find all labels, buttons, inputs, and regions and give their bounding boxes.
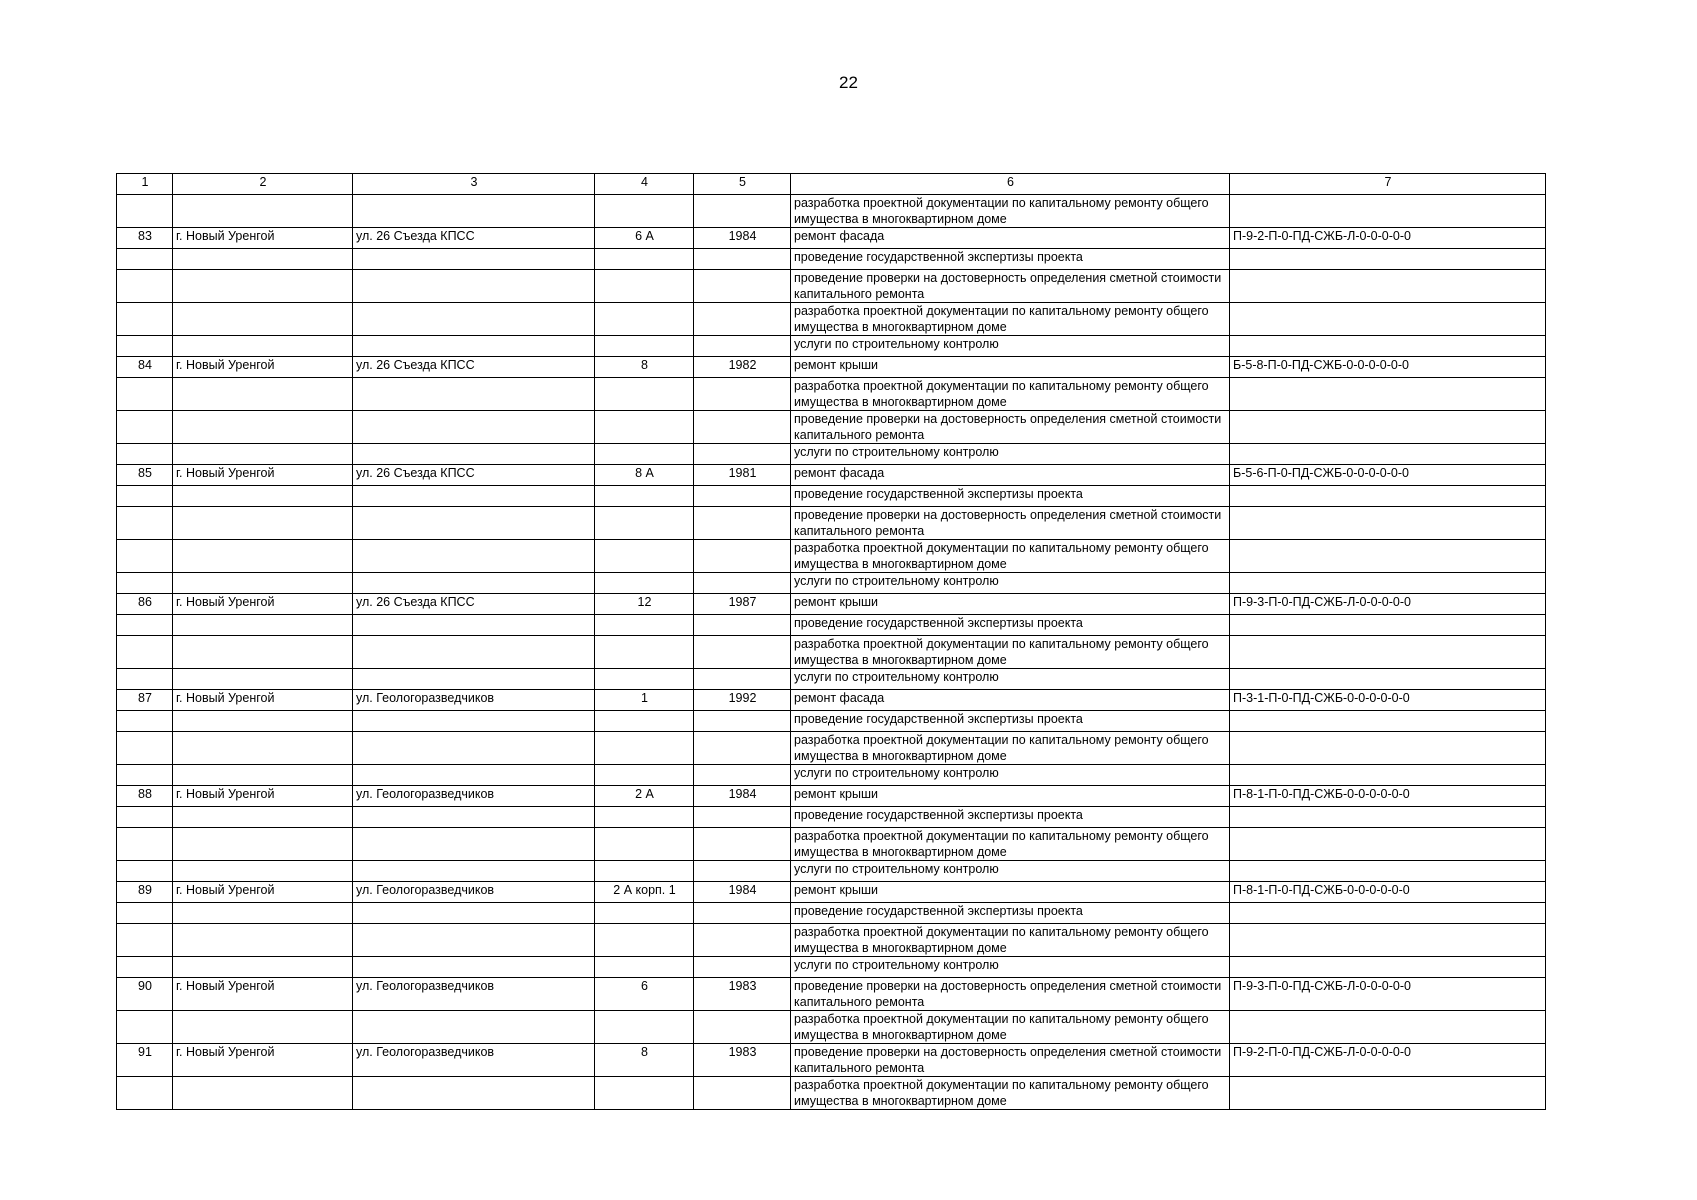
building-code-cell xyxy=(1230,636,1546,669)
building-code-cell xyxy=(1230,303,1546,336)
street-cell xyxy=(353,615,595,636)
row-number: 83 xyxy=(117,228,173,249)
table-row xyxy=(117,828,1546,861)
street-cell xyxy=(353,924,595,957)
header-col-6: 6 xyxy=(791,174,1230,195)
work-type-cell: разработка проектной документации по капитальному ремонту общего имущества в многоквартирном доме xyxy=(791,828,1230,861)
building-code-cell xyxy=(1230,573,1546,594)
year-built-cell xyxy=(694,669,791,690)
city-cell xyxy=(173,828,353,861)
row-number: 88 xyxy=(117,786,173,807)
house-number-cell xyxy=(595,507,694,540)
table-row xyxy=(117,336,1546,357)
header-col-4: 4 xyxy=(595,174,694,195)
street-cell xyxy=(353,336,595,357)
row-number xyxy=(117,711,173,732)
row-number xyxy=(117,828,173,861)
street-cell xyxy=(353,444,595,465)
work-type-cell: проведение государственной экспертизы проекта xyxy=(791,615,1230,636)
row-number xyxy=(117,861,173,882)
table-row xyxy=(117,1011,1546,1044)
year-built-cell: 1992 xyxy=(694,690,791,711)
year-built-cell: 1983 xyxy=(694,1044,791,1077)
table-row xyxy=(117,249,1546,270)
building-code-cell xyxy=(1230,807,1546,828)
street-cell: ул. Геологоразведчиков xyxy=(353,882,595,903)
city-cell xyxy=(173,444,353,465)
street-cell xyxy=(353,303,595,336)
year-built-cell: 1984 xyxy=(694,786,791,807)
house-number-cell: 1 xyxy=(595,690,694,711)
table-row xyxy=(117,303,1546,336)
table-row xyxy=(117,378,1546,411)
row-number: 86 xyxy=(117,594,173,615)
street-cell: ул. 26 Съезда КПСС xyxy=(353,357,595,378)
work-type-cell: услуги по строительному контролю xyxy=(791,669,1230,690)
row-number: 91 xyxy=(117,1044,173,1077)
house-number-cell xyxy=(595,636,694,669)
year-built-cell xyxy=(694,807,791,828)
building-code-cell xyxy=(1230,195,1546,228)
year-built-cell xyxy=(694,861,791,882)
street-cell xyxy=(353,765,595,786)
city-cell: г. Новый Уренгой xyxy=(173,1044,353,1077)
table-row xyxy=(117,732,1546,765)
city-cell: г. Новый Уренгой xyxy=(173,786,353,807)
work-type-cell: разработка проектной документации по капитальному ремонту общего имущества в многоквартирном доме xyxy=(791,636,1230,669)
house-number-cell xyxy=(595,303,694,336)
building-code-cell xyxy=(1230,957,1546,978)
city-cell xyxy=(173,711,353,732)
year-built-cell xyxy=(694,828,791,861)
work-type-cell: услуги по строительному контролю xyxy=(791,573,1230,594)
row-number xyxy=(117,1077,173,1110)
header-col-5: 5 xyxy=(694,174,791,195)
building-code-cell xyxy=(1230,1011,1546,1044)
city-cell xyxy=(173,540,353,573)
work-type-cell: проведение государственной экспертизы проекта xyxy=(791,807,1230,828)
row-number xyxy=(117,444,173,465)
row-number xyxy=(117,1011,173,1044)
work-type-cell: проведение проверки на достоверность определения сметной стоимости капитального ремонта xyxy=(791,1044,1230,1077)
building-code-cell xyxy=(1230,411,1546,444)
year-built-cell xyxy=(694,303,791,336)
building-code-cell xyxy=(1230,1077,1546,1110)
table-row xyxy=(117,1044,1546,1077)
house-number-cell xyxy=(595,711,694,732)
table-row xyxy=(117,594,1546,615)
city-cell xyxy=(173,957,353,978)
house-number-cell: 8 xyxy=(595,1044,694,1077)
street-cell: ул. Геологоразведчиков xyxy=(353,978,595,1011)
year-built-cell: 1983 xyxy=(694,978,791,1011)
work-type-cell: проведение проверки на достоверность определения сметной стоимости капитального ремонта xyxy=(791,507,1230,540)
table-row xyxy=(117,882,1546,903)
table-header-row xyxy=(117,174,1546,195)
street-cell xyxy=(353,828,595,861)
year-built-cell xyxy=(694,249,791,270)
city-cell: г. Новый Уренгой xyxy=(173,357,353,378)
building-code-cell xyxy=(1230,903,1546,924)
year-built-cell: 1984 xyxy=(694,882,791,903)
table-row xyxy=(117,957,1546,978)
house-number-cell xyxy=(595,1011,694,1044)
house-number-cell xyxy=(595,411,694,444)
repair-program-table xyxy=(116,173,1546,1110)
table-row xyxy=(117,615,1546,636)
work-type-cell: проведение государственной экспертизы проекта xyxy=(791,249,1230,270)
work-type-cell: проведение проверки на достоверность определения сметной стоимости капитального ремонта xyxy=(791,270,1230,303)
street-cell xyxy=(353,270,595,303)
year-built-cell xyxy=(694,573,791,594)
work-type-cell: разработка проектной документации по капитальному ремонту общего имущества в многоквартирном доме xyxy=(791,1077,1230,1110)
city-cell xyxy=(173,807,353,828)
year-built-cell xyxy=(694,195,791,228)
city-cell xyxy=(173,249,353,270)
year-built-cell xyxy=(694,903,791,924)
building-code-cell: П-9-2-П-0-ПД-СЖБ-Л-0-0-0-0-0 xyxy=(1230,1044,1546,1077)
street-cell: ул. Геологоразведчиков xyxy=(353,690,595,711)
street-cell: ул. Геологоразведчиков xyxy=(353,786,595,807)
building-code-cell xyxy=(1230,924,1546,957)
row-number: 89 xyxy=(117,882,173,903)
building-code-cell: Б-5-8-П-0-ПД-СЖБ-0-0-0-0-0-0 xyxy=(1230,357,1546,378)
work-type-cell: ремонт крыши xyxy=(791,594,1230,615)
work-type-cell: ремонт фасада xyxy=(791,690,1230,711)
building-code-cell xyxy=(1230,378,1546,411)
city-cell xyxy=(173,573,353,594)
street-cell xyxy=(353,411,595,444)
table-row xyxy=(117,270,1546,303)
city-cell xyxy=(173,636,353,669)
house-number-cell xyxy=(595,336,694,357)
city-cell xyxy=(173,732,353,765)
row-number xyxy=(117,303,173,336)
city-cell xyxy=(173,765,353,786)
street-cell xyxy=(353,861,595,882)
building-code-cell xyxy=(1230,669,1546,690)
year-built-cell xyxy=(694,507,791,540)
house-number-cell xyxy=(595,573,694,594)
row-number xyxy=(117,807,173,828)
house-number-cell xyxy=(595,195,694,228)
house-number-cell xyxy=(595,828,694,861)
table-row xyxy=(117,786,1546,807)
row-number xyxy=(117,732,173,765)
year-built-cell xyxy=(694,924,791,957)
house-number-cell xyxy=(595,669,694,690)
building-code-cell: П-3-1-П-0-ПД-СЖБ-0-0-0-0-0-0 xyxy=(1230,690,1546,711)
street-cell xyxy=(353,573,595,594)
street-cell xyxy=(353,903,595,924)
row-number xyxy=(117,378,173,411)
table-row xyxy=(117,711,1546,732)
table-row xyxy=(117,357,1546,378)
table-row xyxy=(117,636,1546,669)
house-number-cell xyxy=(595,957,694,978)
year-built-cell xyxy=(694,615,791,636)
work-type-cell: разработка проектной документации по капитальному ремонту общего имущества в многоквартирном доме xyxy=(791,195,1230,228)
table-row xyxy=(117,195,1546,228)
work-type-cell: проведение государственной экспертизы проекта xyxy=(791,711,1230,732)
table-body xyxy=(117,195,1546,1110)
row-number xyxy=(117,336,173,357)
house-number-cell: 12 xyxy=(595,594,694,615)
house-number-cell: 2 А xyxy=(595,786,694,807)
house-number-cell xyxy=(595,249,694,270)
house-number-cell: 6 А xyxy=(595,228,694,249)
work-type-cell: ремонт фасада xyxy=(791,465,1230,486)
building-code-cell xyxy=(1230,444,1546,465)
street-cell xyxy=(353,378,595,411)
street-cell xyxy=(353,669,595,690)
work-type-cell: проведение проверки на достоверность определения сметной стоимости капитального ремонта xyxy=(791,978,1230,1011)
work-type-cell: ремонт крыши xyxy=(791,357,1230,378)
work-type-cell: услуги по строительному контролю xyxy=(791,765,1230,786)
building-code-cell xyxy=(1230,861,1546,882)
city-cell xyxy=(173,303,353,336)
building-code-cell xyxy=(1230,486,1546,507)
year-built-cell: 1984 xyxy=(694,228,791,249)
building-code-cell: Б-5-6-П-0-ПД-СЖБ-0-0-0-0-0-0 xyxy=(1230,465,1546,486)
year-built-cell xyxy=(694,486,791,507)
street-cell xyxy=(353,486,595,507)
house-number-cell xyxy=(595,903,694,924)
work-type-cell: услуги по строительному контролю xyxy=(791,957,1230,978)
street-cell xyxy=(353,807,595,828)
row-number xyxy=(117,540,173,573)
table-row xyxy=(117,507,1546,540)
work-type-cell: услуги по строительному контролю xyxy=(791,336,1230,357)
street-cell: ул. 26 Съезда КПСС xyxy=(353,228,595,249)
table-row xyxy=(117,924,1546,957)
house-number-cell xyxy=(595,861,694,882)
city-cell xyxy=(173,903,353,924)
building-code-cell xyxy=(1230,249,1546,270)
city-cell: г. Новый Уренгой xyxy=(173,690,353,711)
street-cell: ул. Геологоразведчиков xyxy=(353,1044,595,1077)
year-built-cell xyxy=(694,336,791,357)
city-cell xyxy=(173,411,353,444)
street-cell xyxy=(353,1011,595,1044)
city-cell xyxy=(173,924,353,957)
table-row xyxy=(117,411,1546,444)
building-code-cell: П-9-3-П-0-ПД-СЖБ-Л-0-0-0-0-0 xyxy=(1230,594,1546,615)
work-type-cell: проведение государственной экспертизы проекта xyxy=(791,903,1230,924)
year-built-cell: 1981 xyxy=(694,465,791,486)
street-cell xyxy=(353,507,595,540)
table-row xyxy=(117,573,1546,594)
city-cell xyxy=(173,486,353,507)
city-cell xyxy=(173,615,353,636)
row-number xyxy=(117,669,173,690)
work-type-cell: проведение проверки на достоверность определения сметной стоимости капитального ремонта xyxy=(791,411,1230,444)
row-number xyxy=(117,924,173,957)
work-type-cell: ремонт крыши xyxy=(791,786,1230,807)
house-number-cell xyxy=(595,615,694,636)
house-number-cell xyxy=(595,924,694,957)
table-row xyxy=(117,690,1546,711)
row-number: 90 xyxy=(117,978,173,1011)
year-built-cell xyxy=(694,411,791,444)
table-row xyxy=(117,228,1546,249)
work-type-cell: ремонт крыши xyxy=(791,882,1230,903)
row-number xyxy=(117,903,173,924)
city-cell: г. Новый Уренгой xyxy=(173,465,353,486)
building-code-cell xyxy=(1230,711,1546,732)
table-row xyxy=(117,444,1546,465)
table-row xyxy=(117,978,1546,1011)
street-cell xyxy=(353,732,595,765)
street-cell: ул. 26 Съезда КПСС xyxy=(353,594,595,615)
work-type-cell: разработка проектной документации по капитальному ремонту общего имущества в многоквартирном доме xyxy=(791,1011,1230,1044)
year-built-cell xyxy=(694,540,791,573)
city-cell xyxy=(173,336,353,357)
city-cell: г. Новый Уренгой xyxy=(173,882,353,903)
row-number xyxy=(117,486,173,507)
year-built-cell xyxy=(694,444,791,465)
row-number xyxy=(117,411,173,444)
city-cell xyxy=(173,1011,353,1044)
house-number-cell: 6 xyxy=(595,978,694,1011)
building-code-cell: П-8-1-П-0-ПД-СЖБ-0-0-0-0-0-0 xyxy=(1230,882,1546,903)
table-row xyxy=(117,669,1546,690)
year-built-cell xyxy=(694,636,791,669)
work-type-cell: разработка проектной документации по капитальному ремонту общего имущества в многоквартирном доме xyxy=(791,540,1230,573)
table-row xyxy=(117,903,1546,924)
year-built-cell xyxy=(694,378,791,411)
building-code-cell xyxy=(1230,336,1546,357)
street-cell: ул. 26 Съезда КПСС xyxy=(353,465,595,486)
year-built-cell xyxy=(694,732,791,765)
street-cell xyxy=(353,1077,595,1110)
header-col-2: 2 xyxy=(173,174,353,195)
building-code-cell: П-9-2-П-0-ПД-СЖБ-Л-0-0-0-0-0 xyxy=(1230,228,1546,249)
page-number: 22 xyxy=(839,73,858,92)
work-type-cell: услуги по строительному контролю xyxy=(791,444,1230,465)
year-built-cell xyxy=(694,711,791,732)
city-cell xyxy=(173,270,353,303)
year-built-cell xyxy=(694,957,791,978)
house-number-cell xyxy=(595,444,694,465)
table-row xyxy=(117,765,1546,786)
table-row xyxy=(117,1077,1546,1110)
year-built-cell: 1987 xyxy=(694,594,791,615)
work-type-cell: ремонт фасада xyxy=(791,228,1230,249)
row-number xyxy=(117,507,173,540)
house-number-cell: 8 xyxy=(595,357,694,378)
building-code-cell xyxy=(1230,507,1546,540)
building-code-cell xyxy=(1230,615,1546,636)
street-cell xyxy=(353,540,595,573)
street-cell xyxy=(353,195,595,228)
building-code-cell xyxy=(1230,765,1546,786)
work-type-cell: разработка проектной документации по капитальному ремонту общего имущества в многоквартирном доме xyxy=(791,924,1230,957)
building-code-cell xyxy=(1230,540,1546,573)
building-code-cell: П-8-1-П-0-ПД-СЖБ-0-0-0-0-0-0 xyxy=(1230,786,1546,807)
year-built-cell xyxy=(694,1077,791,1110)
house-number-cell xyxy=(595,540,694,573)
street-cell xyxy=(353,249,595,270)
house-number-cell xyxy=(595,1077,694,1110)
work-type-cell: разработка проектной документации по капитальному ремонту общего имущества в многоквартирном доме xyxy=(791,732,1230,765)
building-code-cell xyxy=(1230,270,1546,303)
row-number xyxy=(117,957,173,978)
table-row xyxy=(117,807,1546,828)
city-cell: г. Новый Уренгой xyxy=(173,228,353,249)
work-type-cell: разработка проектной документации по капитальному ремонту общего имущества в многоквартирном доме xyxy=(791,378,1230,411)
header-col-1: 1 xyxy=(117,174,173,195)
row-number xyxy=(117,249,173,270)
table-row xyxy=(117,465,1546,486)
year-built-cell xyxy=(694,765,791,786)
city-cell xyxy=(173,861,353,882)
city-cell xyxy=(173,378,353,411)
row-number: 84 xyxy=(117,357,173,378)
work-type-cell: проведение государственной экспертизы проекта xyxy=(791,486,1230,507)
building-code-cell xyxy=(1230,732,1546,765)
building-code-cell: П-9-3-П-0-ПД-СЖБ-Л-0-0-0-0-0 xyxy=(1230,978,1546,1011)
row-number xyxy=(117,765,173,786)
house-number-cell xyxy=(595,765,694,786)
house-number-cell: 8 А xyxy=(595,465,694,486)
table-row xyxy=(117,486,1546,507)
house-number-cell xyxy=(595,732,694,765)
city-cell xyxy=(173,669,353,690)
city-cell xyxy=(173,507,353,540)
year-built-cell xyxy=(694,270,791,303)
city-cell: г. Новый Уренгой xyxy=(173,594,353,615)
house-number-cell xyxy=(595,270,694,303)
row-number xyxy=(117,195,173,228)
work-type-cell: услуги по строительному контролю xyxy=(791,861,1230,882)
house-number-cell xyxy=(595,486,694,507)
street-cell xyxy=(353,957,595,978)
row-number xyxy=(117,573,173,594)
city-cell: г. Новый Уренгой xyxy=(173,978,353,1011)
work-type-cell: разработка проектной документации по капитальному ремонту общего имущества в многоквартирном доме xyxy=(791,303,1230,336)
house-number-cell xyxy=(595,807,694,828)
row-number xyxy=(117,636,173,669)
table-row xyxy=(117,861,1546,882)
house-number-cell: 2 А корп. 1 xyxy=(595,882,694,903)
row-number: 85 xyxy=(117,465,173,486)
building-code-cell xyxy=(1230,828,1546,861)
table-row xyxy=(117,540,1546,573)
header-col-7: 7 xyxy=(1230,174,1546,195)
house-number-cell xyxy=(595,378,694,411)
city-cell xyxy=(173,1077,353,1110)
street-cell xyxy=(353,711,595,732)
row-number xyxy=(117,270,173,303)
row-number xyxy=(117,615,173,636)
header-col-3: 3 xyxy=(353,174,595,195)
street-cell xyxy=(353,636,595,669)
year-built-cell xyxy=(694,1011,791,1044)
year-built-cell: 1982 xyxy=(694,357,791,378)
city-cell xyxy=(173,195,353,228)
row-number: 87 xyxy=(117,690,173,711)
